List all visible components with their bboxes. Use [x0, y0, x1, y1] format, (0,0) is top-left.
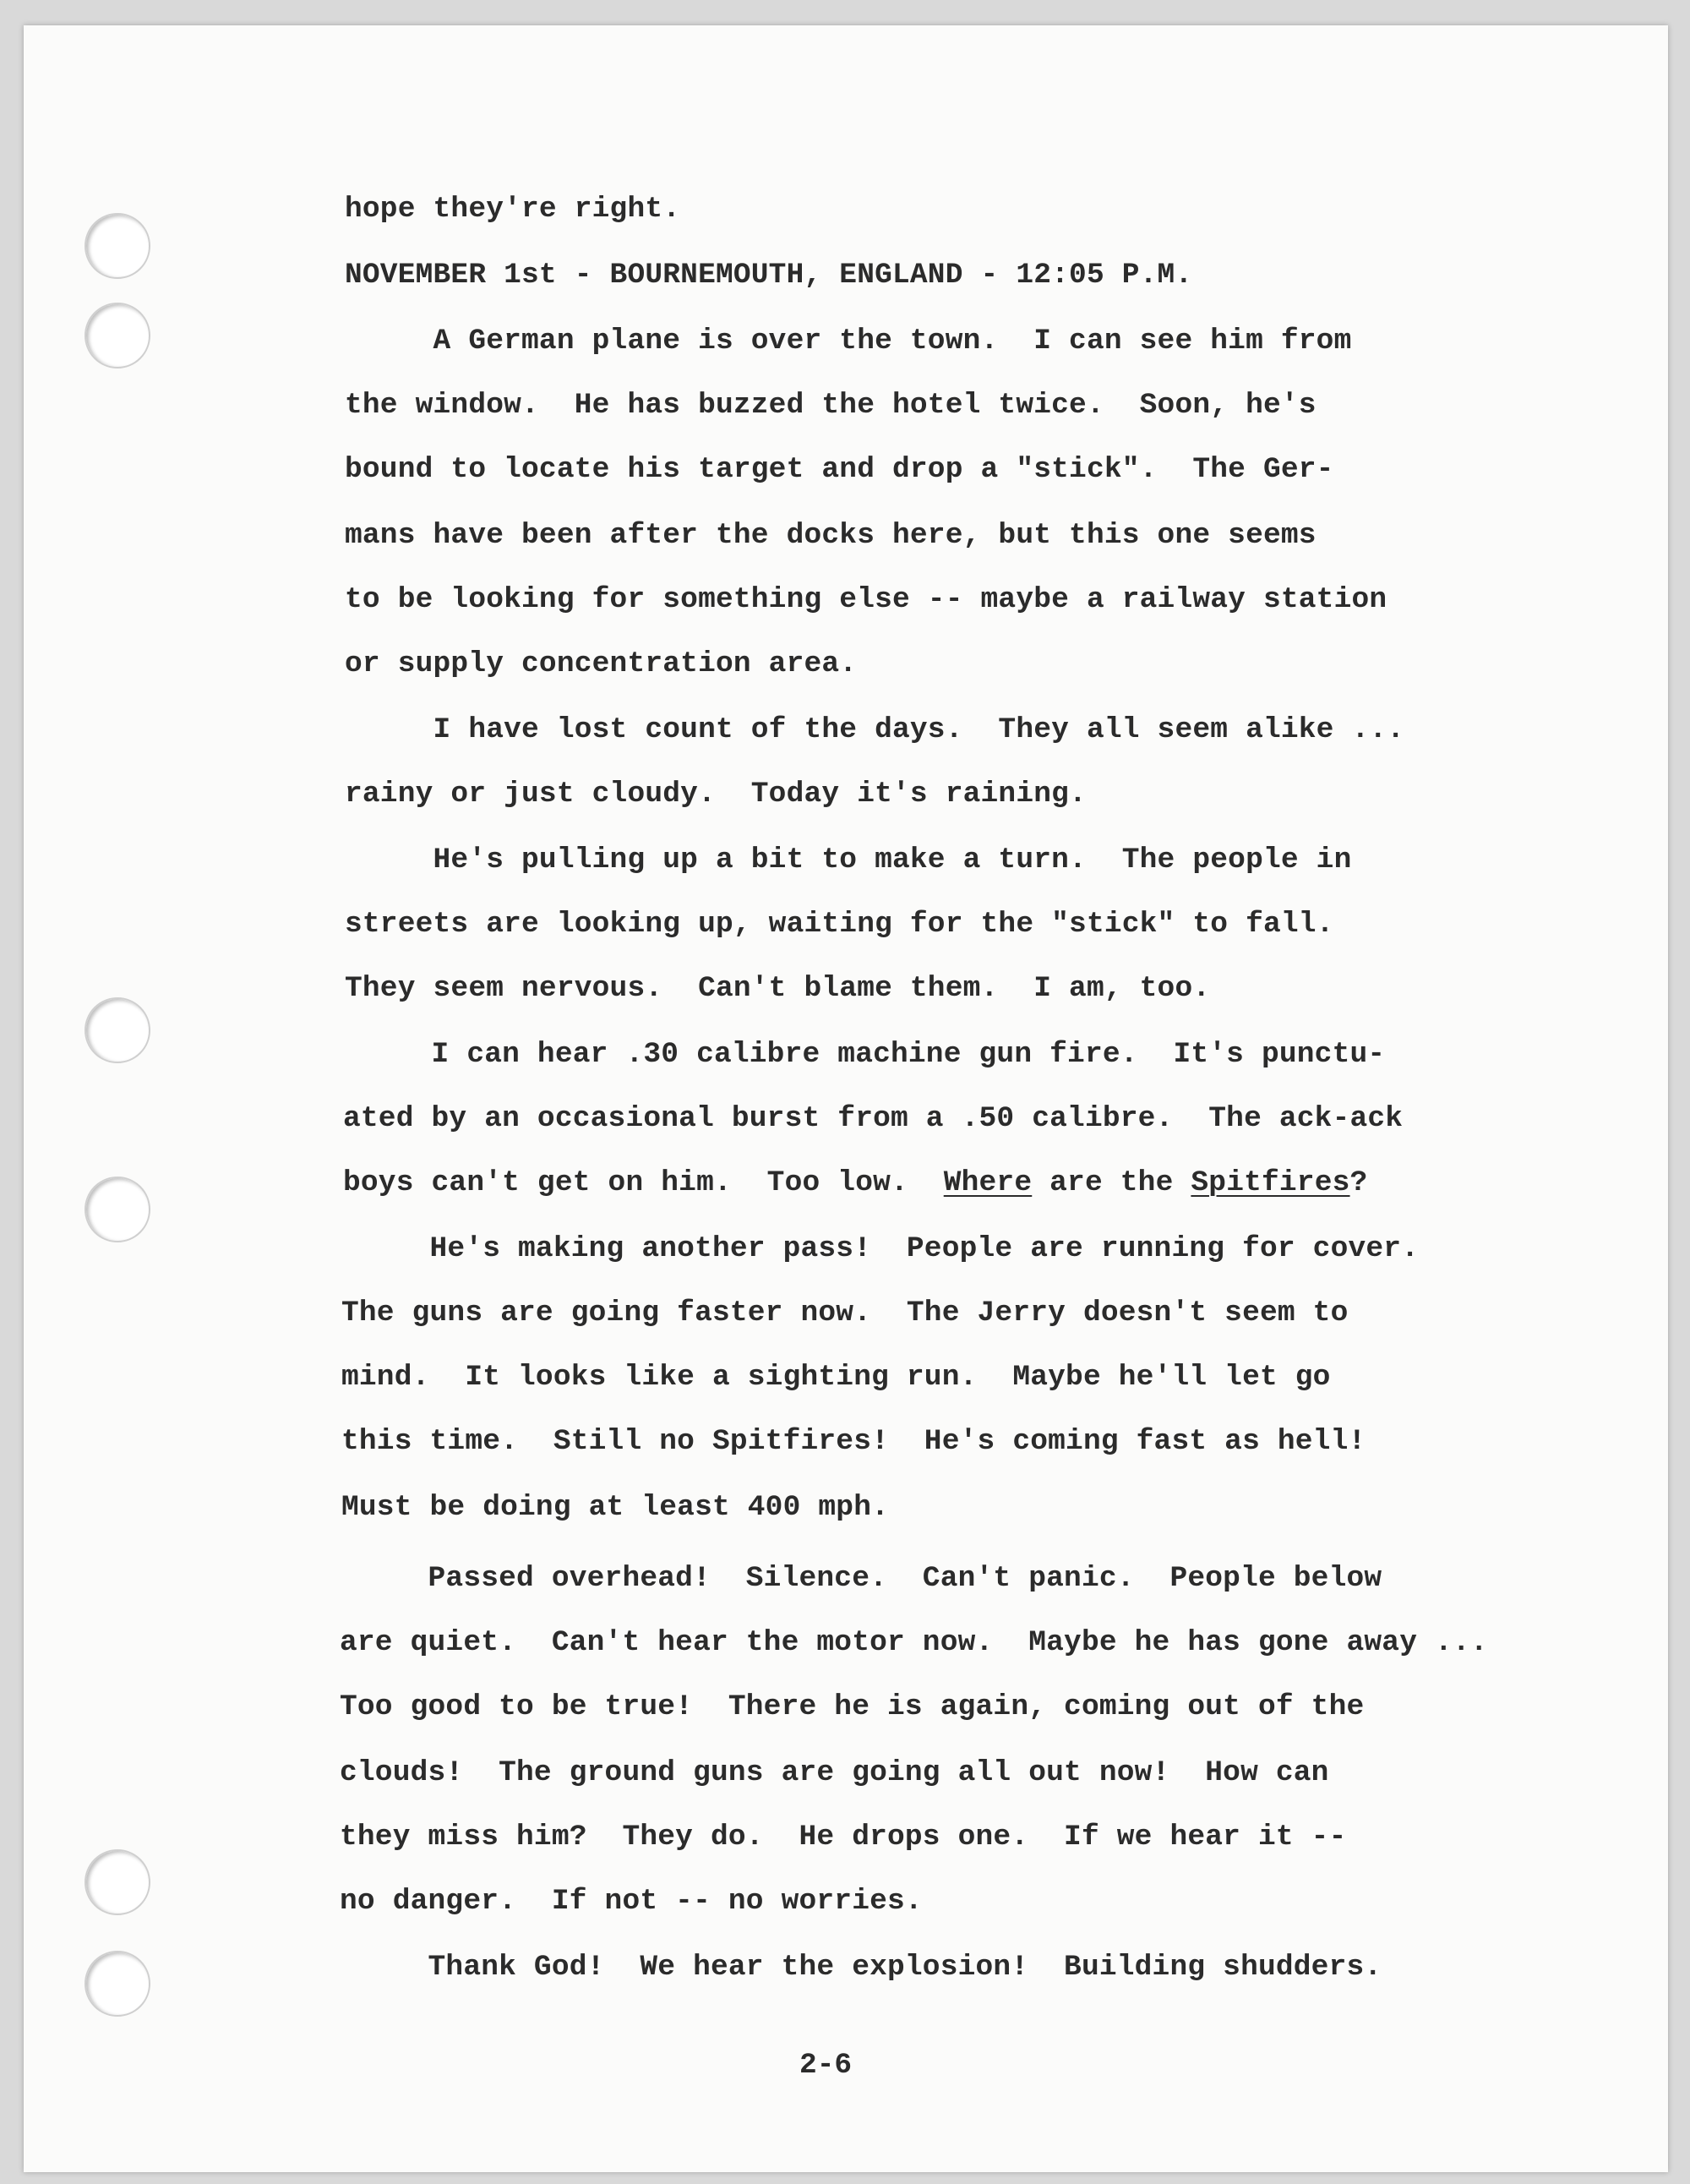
- text-line: they miss him? They do. He drops one. If we hear it --: [340, 1821, 1347, 1854]
- binder-hole: [84, 997, 150, 1063]
- text-line: A German plane is over the town. I can see him from: [345, 325, 1352, 358]
- underlined-word: Where: [943, 1166, 1033, 1199]
- text-line: the window. He has buzzed the hotel twice. Soon, he's: [345, 389, 1317, 422]
- text-line: or supply concentration area.: [345, 647, 858, 680]
- text-line: The guns are going faster now. The Jerry doesn't seem to: [341, 1297, 1349, 1330]
- text-line: He's pulling up a bit to make a turn. The people in: [345, 844, 1352, 876]
- text-line: Thank God! We hear the explosion! Building shudders.: [340, 1951, 1382, 1984]
- text-line: streets are looking up, waiting for the "stick" to fall.: [345, 908, 1334, 941]
- text-line: Must be doing at least 400 mph.: [341, 1491, 890, 1524]
- binder-hole: [84, 213, 150, 279]
- underlined-word: Spitfires: [1191, 1166, 1350, 1199]
- text-line: no danger. If not -- no worries.: [340, 1885, 923, 1918]
- binder-hole: [84, 1177, 150, 1242]
- text-line: ated by an occasional burst from a .50 calibre. The ack-ack: [343, 1102, 1404, 1135]
- text-line: I have lost count of the days. They all seem alike ...: [345, 713, 1405, 746]
- text-line: They seem nervous. Can't blame them. I am, too.: [345, 972, 1211, 1005]
- page-number: 2-6: [799, 2049, 853, 2082]
- text-segment: are the: [1032, 1166, 1191, 1199]
- text-line: bound to locate his target and drop a "stick". The Ger-: [345, 453, 1334, 486]
- text-line: clouds! The ground guns are going all out now! How can: [340, 1756, 1329, 1789]
- text-line: hope they're right.: [345, 193, 681, 226]
- underlined-text-line: [343, 1166, 1367, 1199]
- text-line: mind. It looks like a sighting run. Maybe he'll let go: [341, 1361, 1331, 1394]
- text-line: He's making another pass! People are running for cover.: [341, 1232, 1420, 1265]
- section-heading: NOVEMBER 1st - BOURNEMOUTH, ENGLAND - 12:05 P.M.: [345, 259, 1193, 292]
- text-line: Too good to be true! There he is again, coming out of the: [340, 1690, 1365, 1723]
- text-segment: boys can't get on him. Too low.: [343, 1166, 944, 1199]
- text-line: are quiet. Can't hear the motor now. Maybe he has gone away ...: [340, 1626, 1488, 1659]
- text-line: rainy or just cloudy. Today it's raining.: [345, 778, 1087, 811]
- text-segment: ?: [1349, 1166, 1368, 1199]
- text-line: to be looking for something else -- maybe a railway station: [345, 583, 1387, 616]
- binder-hole: [84, 1849, 150, 1915]
- text-line: Passed overhead! Silence. Can't panic. People below: [340, 1562, 1382, 1595]
- text-line: mans have been after the docks here, but this one seems: [345, 519, 1317, 552]
- binder-hole: [84, 303, 150, 369]
- binder-hole: [84, 1951, 150, 2017]
- typewritten-page: [24, 25, 1668, 2172]
- text-line: this time. Still no Spitfires! He's coming fast as hell!: [341, 1425, 1366, 1458]
- text-line: I can hear .30 calibre machine gun fire. It's punctu-: [343, 1038, 1386, 1071]
